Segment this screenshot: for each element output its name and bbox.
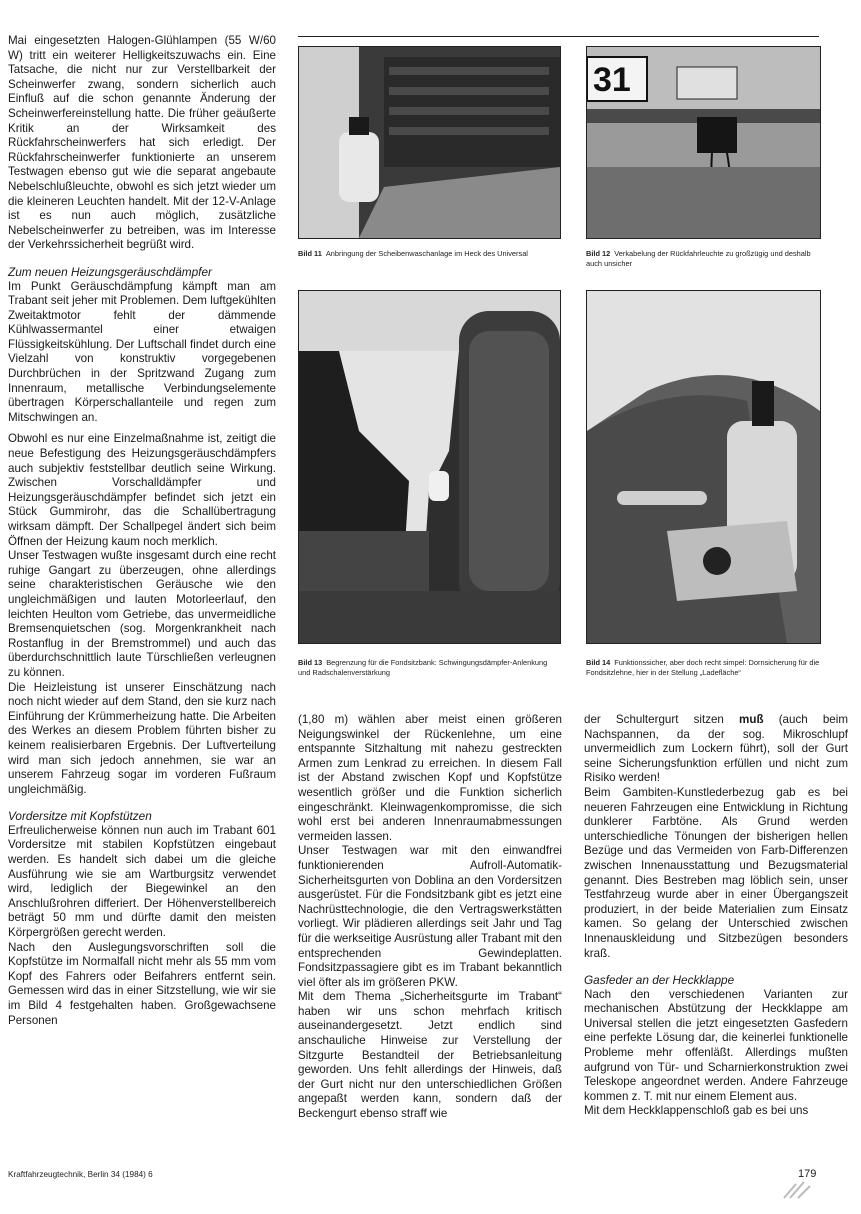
caption-bild-11: [298, 249, 560, 259]
caption-bild-14: [586, 658, 820, 678]
figure-caption: Anbringung der Scheibenwaschanlage im Heck des Universal: [325, 249, 528, 258]
figure-caption: Begrenzung für die Fondsitzbank: Schwingungsdämpfer-Anlenkung und Radschalenverstärkung: [298, 658, 548, 677]
figure-caption: Verkabelung der Rückfahrleuchte zu großzügig und deshalb auch unsicher: [586, 249, 811, 268]
paragraph: Nach den Auslegungsvorschriften soll die Kopfstütze im Normalfall nicht mehr als 55 mm vom Kopf des Fahrers oder Beifahrers entfernt sein. Gemessen wird das in einer Sitzstellung, wie wir sie im Bild 4 festgehalten haben. Großgewachsene Personen: [8, 940, 276, 1027]
caption-bild-12: [586, 249, 820, 269]
text-span: (auch beim Nachspannen, da der sog. Mikroschlupf unvermeidlich zum Lockern führt), soll der Gurt seine Sicherungsfunktion erfüllen und nicht zum Risiko werden!: [584, 713, 848, 785]
paragraph: Unser Testwagen war mit den einwandfrei funktionierenden Aufroll-Automatik-Sicherheitsgurten von Doblina an den Vordersitzen ausgerüstet. Für die Fondsitzbank gibt es jetzt eine Nachrüsttechnologie, die den Vertragswerkstätten vorliegt. Wir plädieren allerdings seit Jahr und Tag für die werkseitige Ausrüstung aller Trabant mit den entsprechenden Gewindeplatten. Fondsitzpassagiere gibt es im Trabant bekanntlich viel öfter als im größeren PKW.: [298, 844, 562, 989]
paragraph: Erfreulicherweise können nun auch im Trabant 601 Vordersitze mit stabilen Kopfstützen eingebaut werden. Es handelt sich dabei um die gleiche Ausführung wie sie am Wartburgsitz verwendet wird, lediglich der Biegewinkel an den Anschlußrohren differiert. Der Höhenverstellbereich beträgt 50 mm und dürfte damit den meisten Körpergrößen gerecht werden.: [8, 823, 276, 940]
paragraph: Obwohl es nur eine Einzelmaßnahme ist, zeitigt die neue Befestigung des Heizungsgeräuschdämpfers auch subjektiv feststellbar deutlich seine Wirkung. Zwischen Vorschalldämpfer und Heizungsgeräuschdämpfer befindet sich jetzt ein Stück Gummirohr, das die Schallübertragung wirksam dämpft. Der Schallpegel ändert sich beim Öffnen der Heizung kaum noch merklich.: [8, 432, 276, 548]
top-rule: [298, 36, 819, 37]
figure-number: Bild 12: [586, 249, 611, 258]
section-heading: Gasfeder an der Heckklappe: [584, 973, 735, 988]
figure-number: Bild 14: [586, 658, 611, 667]
journal-footer: Kraftfahrzeugtechnik, Berlin 34 (1984) 6: [8, 1170, 153, 1179]
paragraph: Unser Testwagen wußte insgesamt durch eine recht ruhige Gangart zu überzeugen, ohne allerdings seine charakteristischen Geräusche wie den ungleichmäßigen und lauten Motorleerlauf, den leichten Heulton vom Getriebe, das unvermeidliche Bremsenquietschen (sog. Morgenkrankheit nach Rostanflug in der Bremstrommel) und auch das überdurchschnittlich laute Türschließen verleugnen zu können.: [8, 549, 276, 679]
paragraph: Beim Gambiten-Kunstlederbezug gab es bei neueren Fahrzeugen eine Entwicklung in Richtung dunklerer Farbtöne. Als Grund werden unterschiedliche Tönungen der bisherigen hellen Bezüge und das Vermeiden von Farb-Differenzen zwischen Innenausstattung und Bezugsmaterial genannt. Dies Bestreben mag löblich sein, unser Testfahrzeug wurde aber in einer Übergangszeit produziert, in der beide Materialien zum Einsatz kamen. So gelang der Unterschied zwischen Innenauskleidung und Sitzbezügen besonders kraß.: [584, 785, 848, 960]
paragraph: Die Heizleistung ist unserer Einschätzung nach noch nicht wieder auf dem Stand, den sie kurz nach Einführung der Krümmerheizung hatte. Die Arbeiten des Werkes an diesem Problem führten bisher zu keinem realisierbaren Ergebnis. Der Luftverteilung wird man sich jedoch annehmen, sie war an unserem Fahrzeug sogar im vorderen Fußraum ungleichmäßig.: [8, 680, 276, 796]
figure-caption: Funktionssicher, aber doch recht simpel: Dornsicherung für die Fondsitzlehne, hier in der Stellung „Ladefläche“: [586, 658, 820, 677]
paragraph: Mit dem Thema „Sicherheitsgurte im Trabant“ haben wir uns schon mehrfach kritisch auseinandergesetzt. Jetzt endlich sind anschauliche Hinweise zur Verstellung der Sitzgurte Bestandteil der Betriebsanleitung geworden. Uns fehlt allerdings der Hinweis, daß der Gurt nicht nur den unterschiedlichen Größen angepaßt werden kann, sondern daß der Beckengurt ebenso straff wie: [298, 990, 562, 1121]
figure-number: Bild 11: [298, 249, 322, 258]
paragraph: Nach den verschiedenen Varianten zur mechanischen Abstützung der Heckklappe am Universal stellen die jetzt eingesetzten Gasfedern eine perfekte Lösung dar, die keinerlei funktionelle Probleme mehr offenläßt. Allerdings mußten aufgrund von Tür- und Scharnierkonstruktion zwei Teleskope angeordnet werden. Andere Fahrzeuge kommen z. T. mit nur einem Element aus.: [584, 987, 848, 1103]
photo-bild-11: [298, 46, 561, 239]
license-plate-text: 31: [593, 61, 631, 99]
paragraph: (1,80 m) wählen aber meist einen größeren Neigungswinkel der Rückenlehne, um eine entspannte Sitzhaltung mit nahezu gestreckten Armen zum Lenkrad zu erreichen. In diesem Fall ist der Abstand zwischen Kopf und Kopfstütze wesentlich größer und die Funktion sicherlich eingeschränkt. Kleinwagenkompromisse, die sich wohl erst bei anderen Innenraumabmessungen vermeiden lassen.: [298, 713, 562, 843]
caption-bild-13: [298, 658, 560, 678]
pen-mark-icon: [780, 1180, 816, 1200]
paragraph: Mai eingesetzten Halogen-Glühlampen (55 W/60 W) tritt ein weiterer Helligkeitszuwachs ein. Eine Tatsache, die nicht nur zur Verstellbarkeit der Scheinwerfer zwang, sondern sicherlich auch Einfluß auf die schon genannte Änderung der Scheinwerfereinstellung hatte. Die früher geäußerte Kritik an der Wirksamkeit des Rückfahrscheinwerfers hat sich erledigt. Der Rückfahrscheinwerfer funktionierte an unserem Testwagen ebenso gut wie die separat angebaute Nebelschlußleuchte, obwohl es sich jetzt wieder um die kleineren Leuchten handelt. Mit der 12-V-Anlage ist es nun auch möglich, zusätzliche Nebelscheinwerfer zu betreiben, was im Interesse der Verkehrssicherheit begrüßt wird.: [8, 34, 276, 252]
section-heading: Vordersitze mit Kopfstützen: [8, 809, 152, 824]
text-column-2: [298, 713, 562, 1122]
photo-bild-12: [586, 46, 821, 239]
text-column-1: [8, 34, 276, 1028]
paragraph: Mit dem Heckklappenschloß gab es bei uns: [584, 1104, 809, 1118]
photo-bild-13: [298, 290, 561, 644]
paragraph: [584, 713, 848, 786]
photo-bild-14: [586, 290, 821, 644]
figure-number: Bild 13: [298, 658, 323, 667]
text-column-3: [584, 713, 848, 1119]
page-number: 179: [798, 1168, 817, 1180]
text-span: der Schultergurt sitzen: [584, 713, 740, 726]
section-heading: Zum neuen Heizungsgeräuschdämpfer: [8, 264, 212, 279]
paragraph: Im Punkt Geräuschdämpfung kämpft man am Trabant seit jeher mit Problemen. Dem luftgekühlten Zweitaktmotor fehlt der dämmende Kühlwassermantel einer etwaigen Flüssigkeitskühlung. Der Luftschall findet durch eine Vielzahl von konstruktiv vorgegebenen Durchbrüchen in der Spritzwand Zugang zum Innenraum, metallische Verbindungselemente übertragen Körperschallanteile und regen zum Mitschwingen an.: [8, 279, 276, 424]
emphasis: muß: [739, 713, 764, 726]
